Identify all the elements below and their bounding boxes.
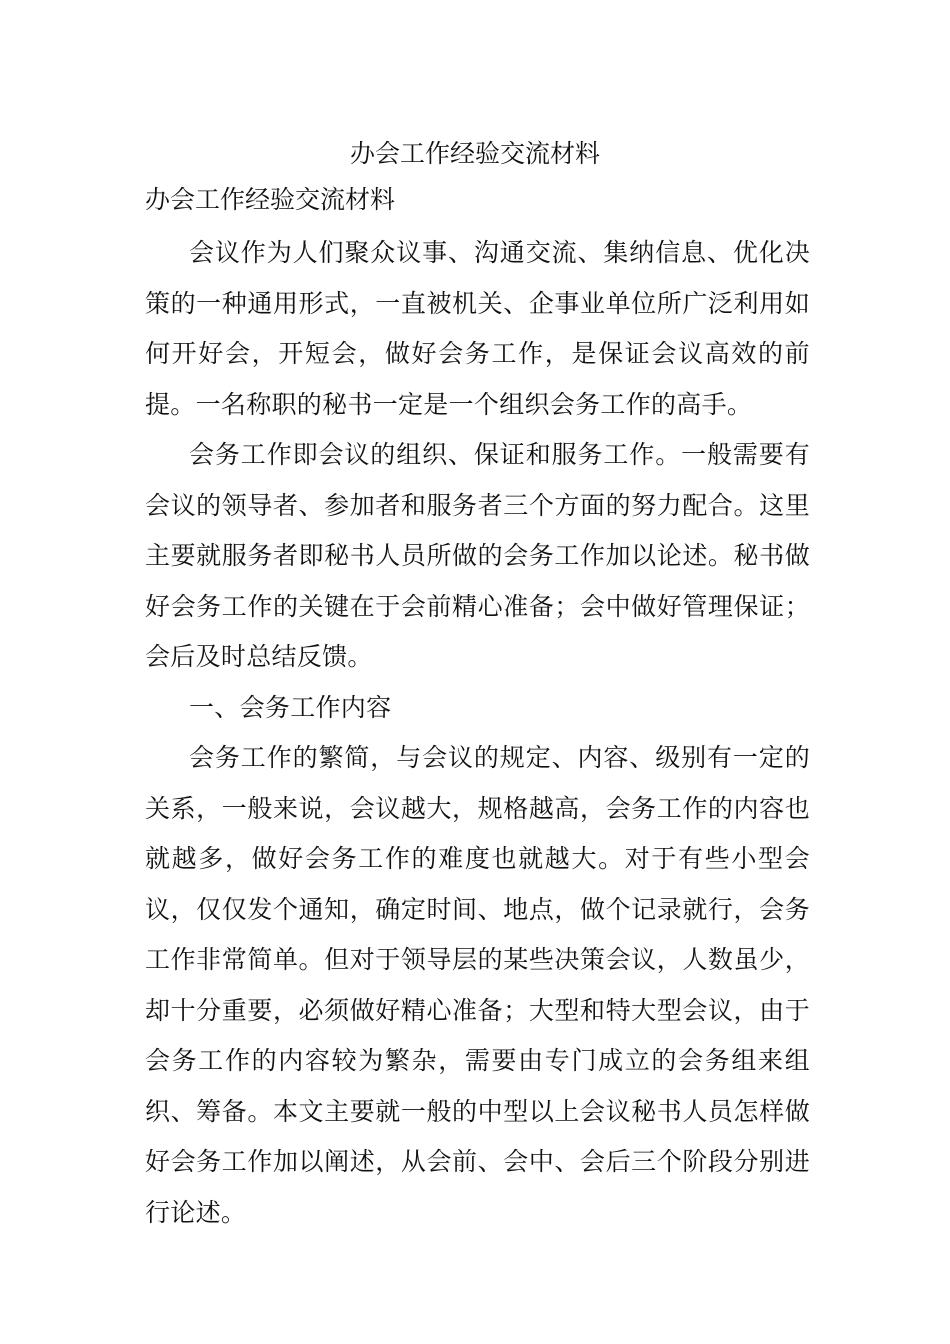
paragraph-meeting-purpose: 会议作为人们聚众议事、沟通交流、集纳信息、优化决策的一种通用形式，一直被机关、企事业单位所广泛利用如何开好会，开短会，做好会务工作，是保证会议高效的前提。一名称职的秘书一定是一个组织会务工作的高手。	[145, 238, 810, 419]
paragraph-meeting-service: 会务工作即会议的组织、保证和服务工作。一般需要有会议的领导者、参加者和服务者三个方面的努力配合。这里主要就服务者即秘书人员所做的会务工作加以论述。秘书做好会务工作的关键在于会前精心准备；会中做好管理保证；会后及时总结反馈。	[145, 440, 810, 671]
document-title: 办会工作经验交流材料	[349, 139, 600, 168]
document-body	[145, 228, 810, 1238]
section-heading: 一、会务工作内容	[189, 692, 392, 722]
paragraph-service-content: 会务工作的繁简，与会议的规定、内容、级别有一定的关系，一般来说，会议越大，规格越高，会务工作的内容也就越多，做好会务工作的难度也就越大。对于有些小型会议，仅仅发个通知，确定时间、地点，做个记录就行，会务工作非常简单。但对于领导层的某些决策会议，人数虽少，却十分重要，必须做好精心准备；大型和特大型会议，由于会务工作的内容较为繁杂，需要由专门成立的会务组来组织、筹备。本文主要就一般的中型以上会议秘书人员怎样做好会务工作加以阐述，从会前、会中、会后三个阶段分别进行论述。	[145, 743, 810, 1227]
document-subtitle: 办会工作经验交流材料	[145, 185, 396, 214]
